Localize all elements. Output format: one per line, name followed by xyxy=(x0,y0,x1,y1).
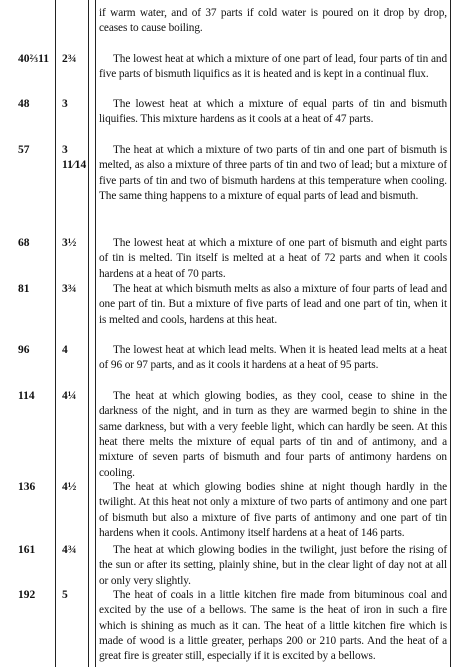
row-value-1: 57 xyxy=(18,144,30,156)
row-value-2: 3 11⁄14 xyxy=(62,144,87,171)
row-value-2: 3½ xyxy=(62,237,77,249)
row-value-2: 4¾ xyxy=(62,544,77,556)
row-value-2: 4 xyxy=(62,344,68,356)
row-value-1: 81 xyxy=(18,283,30,295)
row-value-2: 5 xyxy=(62,589,68,601)
column-rule-3 xyxy=(95,0,96,667)
row-value-1: 136 xyxy=(18,481,36,493)
row-text: The heat at which glowing bodies in the twilight, just before the rising of the sun or after its setting, plainly shine, but in the clear light of day not at all or only very slightly. xyxy=(99,544,447,587)
row-value-1: 40⅔11 xyxy=(18,53,49,65)
row-text: The heat at which glowing bodies shine at night though hardly in the twilight. At this heat not only a mixture of two parts of antimony and one part of bismuth but also a mixture of five parts of antimony and one part of tin hardens when it cools. Antimony itself hardens at a heat of 146 parts. xyxy=(99,481,447,540)
row-value-1: 114 xyxy=(18,390,35,402)
column-rule-2 xyxy=(88,0,89,667)
column-rule-right xyxy=(450,0,451,667)
row-value-1: 48 xyxy=(18,98,30,110)
row-value-1: 161 xyxy=(18,544,36,556)
row-value-2: 3 xyxy=(62,98,68,110)
row-text: The lowest heat at which lead melts. When it is heated lead melts at a heat of 96 or 97 parts, and as it cools it hardens at a heat of 95 parts. xyxy=(99,344,447,372)
row-text: The heat at which a mixture of two parts of tin and one part of bismuth is melted, as also a mixture of three parts of tin and two of lead; but a mixture of five parts of tin and two of bismuth hardens at this temperature when cooling. The same thing happens to a mixture of equal parts of lead and bismuth. xyxy=(99,144,447,203)
row-value-1: 192 xyxy=(18,589,36,601)
row-text: The heat of coals in a little kitchen fire made from bituminous coal and excited by the use of a bellows. The same is the heat of iron in such a fire which is shining as much as it can. The heat of a little kitchen fire which is made of wood is a little greater, perhaps 200 or 210 parts. And the heat of a great fire is greater still, especially if it is excited by a bellows. xyxy=(99,589,447,663)
row-text: The lowest heat at which a mixture of one part of bismuth and eight parts of tin is melted. Tin itself is melted at a heat of 72 parts and when it cools hardens at a heat of 70 parts. xyxy=(99,237,447,280)
row-text: The heat at which bismuth melts as also a mixture of four parts of lead and one part of tin. But a mixture of five parts of lead and one part of tin, when it is melted and cools, hardens at this heat. xyxy=(99,283,447,326)
row-value-2: 4¼ xyxy=(62,390,77,402)
row-value-2: 3¾ xyxy=(62,283,77,295)
row-value-1: 96 xyxy=(18,344,30,356)
row-value-1: 68 xyxy=(18,237,30,249)
row-value-2: 4½ xyxy=(62,481,77,493)
row-text: The lowest heat at which a mixture of equal parts of tin and bismuth liquifies. This mixture hardens as it cools at a heat of 47 parts. xyxy=(99,98,447,126)
row-value-2: 2¾ xyxy=(62,53,77,65)
row-text: The lowest heat at which a mixture of one part of lead, four parts of tin and five parts of bismuth liquifics as it is heated and is kept in a continual flux. xyxy=(99,53,447,81)
column-rule-1 xyxy=(55,0,56,667)
row-text: The heat at which glowing bodies, as they cool, cease to shine in the darkness of the night, and in turn as they are warmed begin to shine in the same darkness, but with a very feeble light, which can hardly be seen. At this heat there melts the mixture of equal parts of tin and of antimony, and a mixture of seven parts of bismuth and four parts of antimony hardens on cooling. xyxy=(99,390,447,479)
row-text: if warm water, and of 37 parts if cold water is poured on it drop by drop, ceases to cause boiling. xyxy=(99,7,447,35)
